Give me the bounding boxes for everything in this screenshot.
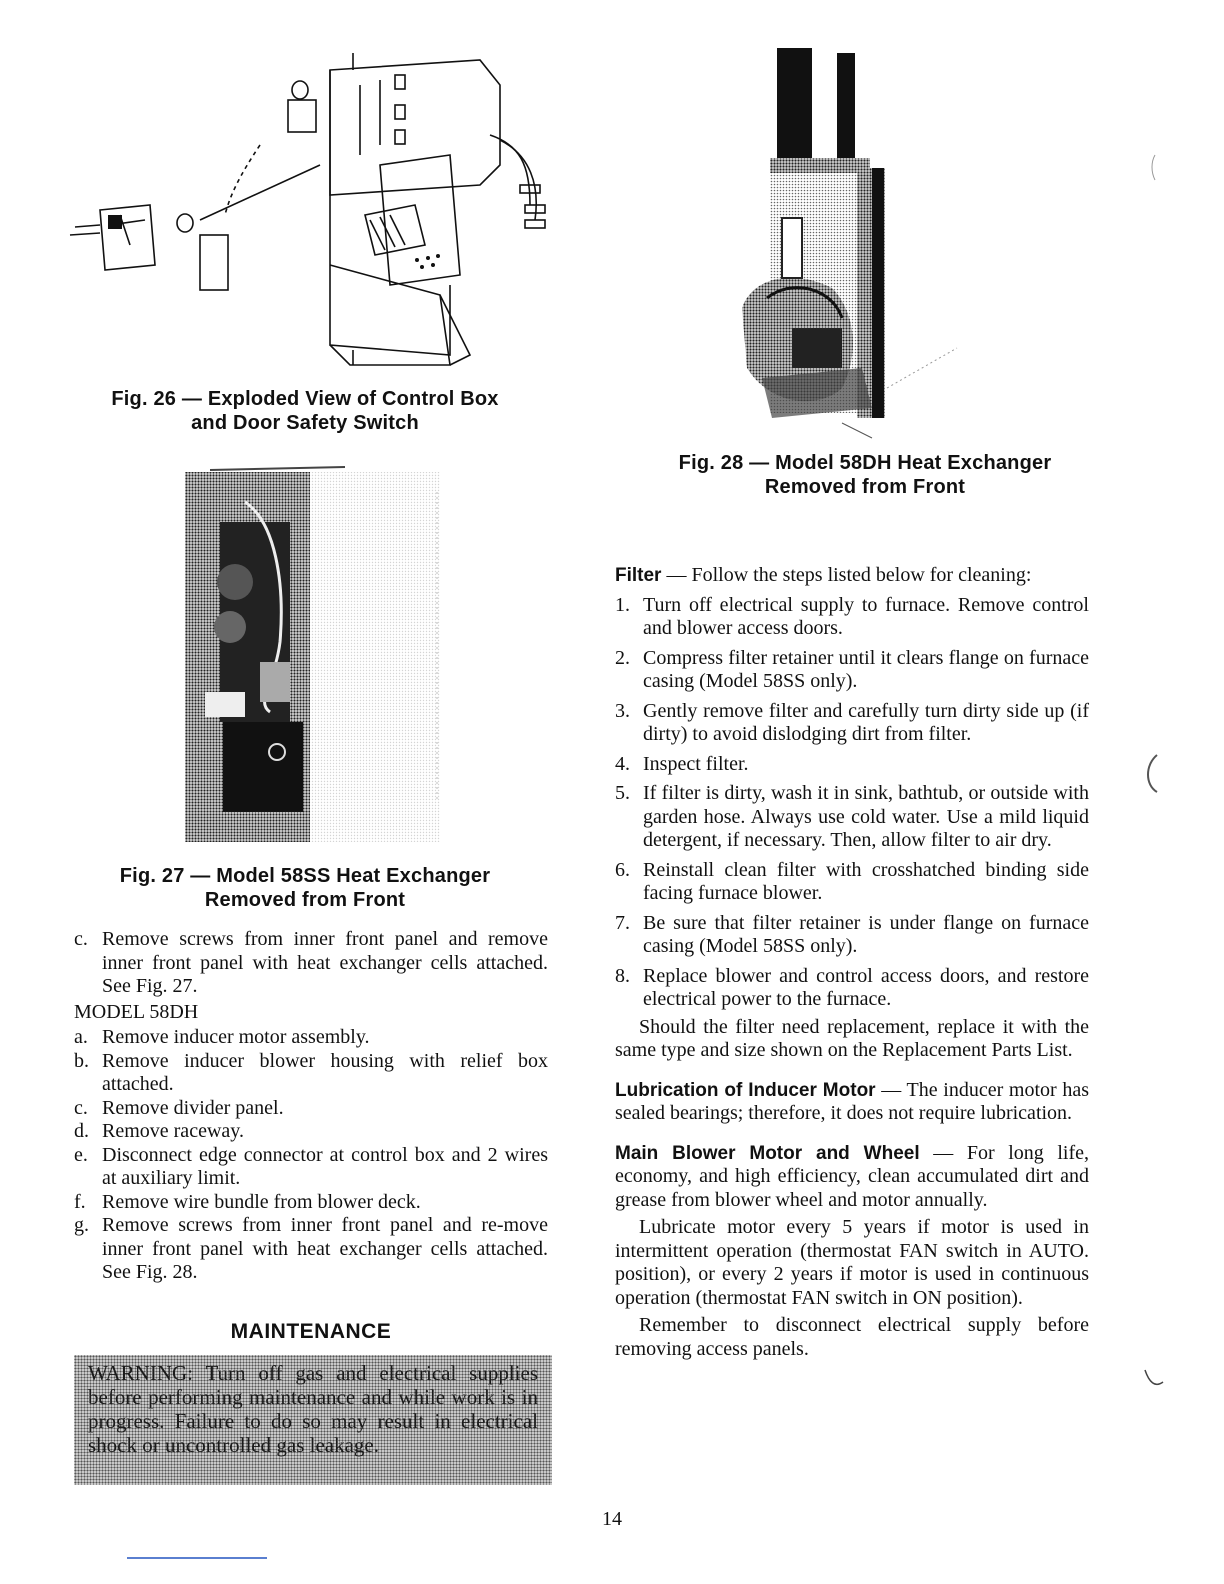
list-marker: d.	[74, 1120, 89, 1142]
list-marker: a.	[74, 1026, 88, 1048]
filter-replacement: Should the filter need replacement, replace it with the same type and size shown on the Replacement Parts List.	[615, 1015, 1089, 1061]
fig26-illustration	[60, 45, 560, 375]
list-marker: 5.	[615, 782, 630, 804]
list-marker: 8.	[615, 964, 630, 987]
fig27-caption-line1: Fig. 27 — Model 58SS Heat Exchanger	[119, 865, 491, 887]
list-text: Replace blower and control access doors, and restore electrical power to the furnace.	[643, 964, 1089, 1010]
list-item	[74, 1026, 548, 1050]
list-marker: 2.	[615, 646, 630, 669]
list-item	[74, 928, 548, 999]
blower-text: — For long life, economy, and high efficiency, clean accumulated dirt and grease from blower wheel and motor annually.	[615, 1141, 1090, 1211]
lubrication-heading: Lubrication of Inducer Motor	[615, 1079, 876, 1101]
list-marker: c.	[74, 928, 88, 950]
list-text: Remove divider panel.	[102, 1096, 284, 1119]
list-marker: e.	[74, 1143, 88, 1166]
list-item	[615, 859, 1089, 906]
filter-intro: — Follow the steps listed below for cleaning:	[666, 564, 1032, 586]
page-number: 14	[602, 1508, 622, 1530]
list-text: Remove wire bundle from blower deck.	[102, 1190, 421, 1213]
list-marker: 4.	[615, 752, 630, 775]
list-text: Compress filter retainer until it clears flange on furnace casing (Model 58SS only).	[643, 646, 1089, 692]
list-item	[615, 700, 1089, 747]
list-marker: 6.	[615, 858, 630, 881]
list-marker: 1.	[615, 593, 630, 616]
list-text: Disconnect edge connector at control box and 2 wires at auxiliary limit.	[102, 1143, 548, 1189]
list-item	[615, 965, 1089, 1012]
filter-heading: Filter	[615, 565, 662, 586]
list-item	[615, 753, 1089, 777]
list-text: Gently remove filter and carefully turn dirty side up (if dirty) to avoid dislodging dirt from filter.	[643, 699, 1089, 745]
list-text: Remove screws from inner front panel and remove inner front panel with heat exchanger cells attached. See Fig. 27.	[102, 928, 548, 997]
list-marker: 3.	[615, 699, 630, 722]
fig28-photo	[722, 48, 962, 443]
list-text: Remove inducer motor assembly.	[102, 1026, 370, 1048]
list-marker: f.	[74, 1190, 86, 1213]
fig26-caption-line1: Fig. 26 — Exploded View of Control Box	[111, 388, 499, 410]
blower-paragraph	[615, 1142, 1089, 1213]
list-marker: b.	[74, 1049, 89, 1072]
maintenance-heading: MAINTENANCE	[230, 1320, 392, 1343]
fig27-caption-line2: Removed from Front	[204, 889, 406, 911]
lubricate-paragraph: Lubricate motor every 5 years if motor is used in intermittent operation (thermostat FAN switch in AUTO. position), or every 2 years if motor is used in continuous operation (thermostat FAN switch in ON position).	[615, 1216, 1089, 1309]
fig28-caption-line1: Fig. 28 — Model 58DH Heat Exchanger	[678, 452, 1052, 474]
list-text: If filter is dirty, wash it in sink, bathtub, or outside with garden hose. Always use cold water. Use a mild liquid detergent, if necessary. Then, allow filter to air dry.	[643, 782, 1089, 851]
filter-paragraph	[615, 564, 1089, 588]
right-column	[615, 564, 1089, 1361]
blower-heading: Main Blower Motor and Wheel	[615, 1142, 920, 1164]
fig26-caption-line2: and Door Safety Switch	[191, 412, 419, 434]
list-item	[615, 647, 1089, 694]
list-marker: g.	[74, 1214, 89, 1236]
list-item	[615, 594, 1089, 641]
list-text: Turn off electrical supply to furnace. Remove control and blower access doors.	[643, 593, 1089, 639]
list-item	[74, 1097, 548, 1121]
fig27-photo	[185, 462, 450, 847]
list-text: Be sure that filter retainer is under flange on furnace casing (Model 58SS only).	[643, 911, 1089, 957]
list-item	[74, 1144, 548, 1191]
step-c-list	[74, 928, 548, 999]
model-58dh-steps	[74, 1026, 548, 1285]
filter-steps	[615, 594, 1089, 1012]
list-text: Reinstall clean filter with crosshatched binding side facing furnace blower.	[643, 858, 1089, 904]
list-text: Remove raceway.	[102, 1120, 244, 1142]
list-item	[74, 1120, 548, 1144]
list-item	[74, 1191, 548, 1215]
fig28-caption-line2: Removed from Front	[764, 476, 966, 498]
remember-paragraph: Remember to disconnect electrical supply before removing access panels.	[615, 1314, 1089, 1360]
list-item	[74, 1214, 548, 1285]
list-marker: c.	[74, 1096, 88, 1119]
list-item	[615, 912, 1089, 959]
lubrication-text: — The inducer motor has sealed bearings; therefore, it does not require lubrication.	[615, 1078, 1089, 1124]
list-item	[74, 1050, 548, 1097]
list-text: Inspect filter.	[643, 752, 749, 775]
margin-marks	[1135, 150, 1185, 1400]
list-text: Remove inducer blower housing with relief box attached.	[102, 1049, 548, 1095]
warning-text: WARNING: Turn off gas and electrical supplies before performing maintenance and while work is in progress. Failure to do so may result in electrical shock or uncontrolled gas leakage.	[88, 1361, 538, 1457]
footer-rule	[127, 1557, 267, 1559]
warning-box	[74, 1355, 552, 1485]
lubrication-paragraph	[615, 1079, 1089, 1126]
list-text: Remove screws from inner front panel and re-move inner front panel with heat exchanger cells attached. See Fig. 28.	[102, 1214, 548, 1283]
model-heading: MODEL 58DH	[74, 1000, 199, 1023]
left-column	[74, 928, 548, 1285]
list-item	[615, 782, 1089, 853]
list-marker: 7.	[615, 911, 630, 934]
